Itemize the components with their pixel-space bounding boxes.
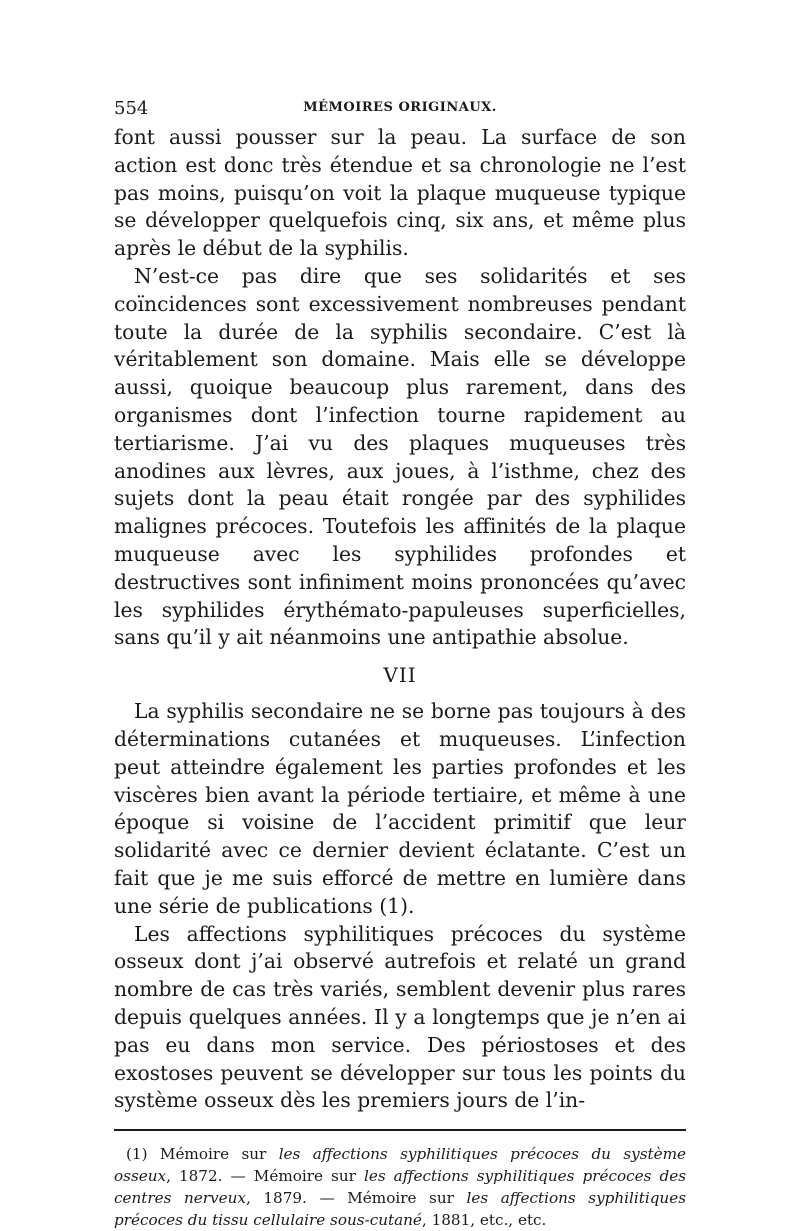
main-text bbox=[114, 124, 686, 1115]
footnote-text: , 1872. — Mémoire sur bbox=[166, 1167, 364, 1186]
book-page bbox=[114, 98, 686, 1231]
paragraph: N’est-ce pas dire que ses solidarités et ses coïncidences sont excessivement nombreuses pendant toute la durée de la syphilis secondaire. C’est là véritablement son domaine. Mais elle se développe aussi, quoique beaucoup plus rarement, dans des organismes dont l’infection tourne rapidement au tertiarisme. J’ai vu des plaques muqueuses très anodines aux lèvres, aux joues, à l’isthme, chez des sujets dont la peau était rongée par des syphilides malignes précoces. Toutefois les affinités de la plaque muqueuse avec les syphilides profondes et destructives sont infiniment moins prononcées qu’avec les syphilides érythémato-papuleuses superficielles, sans qu’il y ait néanmoins une antipathie absolue. bbox=[114, 263, 686, 650]
footnote bbox=[114, 1143, 686, 1231]
paragraph: Les affections syphilitiques précoces du système osseux dont j’ai observé autrefois et relaté un grand nombre de cas très variés, semblent devenir plus rares depuis quelques années. Il y a longtemps que je n’en ai pas eu dans mon service. Des périostoses et des exostoses peuvent se développer sur tous les points du système osseux dès les premiers jours de l’in- bbox=[114, 921, 686, 1113]
footnote-rule bbox=[114, 1129, 686, 1131]
paragraph: La syphilis secondaire ne se borne pas toujours à des déterminations cutanées et muqueuses. L’infection peut atteindre également les parties profondes et les viscères bien avant la période tertiaire, et même à une époque si voisine de l’accident primitif que leur solidarité avec ce dernier devient éclatante. C’est un fait que je me suis efforcé de mettre en lumière dans une série de publications (1). bbox=[114, 699, 686, 918]
footnote-text: , 1881, etc., etc. bbox=[421, 1211, 547, 1230]
footnote-text: (1) Mémoire sur bbox=[126, 1145, 279, 1164]
footnote-text: , 1879. — Mémoire sur bbox=[245, 1189, 467, 1208]
section-heading: VII bbox=[383, 663, 417, 688]
footnote-title: les affections syphilitiques précoces du système osseux bbox=[114, 1145, 686, 1186]
footnote-title: les affections syphilitiques précoces des centres nerveux bbox=[114, 1167, 686, 1208]
paragraph-continued: font aussi pousser sur la peau. La surface de son action est donc très étendue et sa chronologie ne l’est pas moins, puisqu’on voit la plaque muqueuse typique se développer quelquefois cinq, six ans, et même plus après le début de la syphilis. bbox=[114, 125, 686, 261]
running-title: MÉMOIRES ORIGINAUX. bbox=[303, 100, 497, 115]
running-head bbox=[114, 98, 686, 124]
page-number: 554 bbox=[114, 98, 149, 119]
footnote-title: les affections syphilitiques précoces du tissu cellulaire sous-cutané bbox=[114, 1189, 686, 1230]
